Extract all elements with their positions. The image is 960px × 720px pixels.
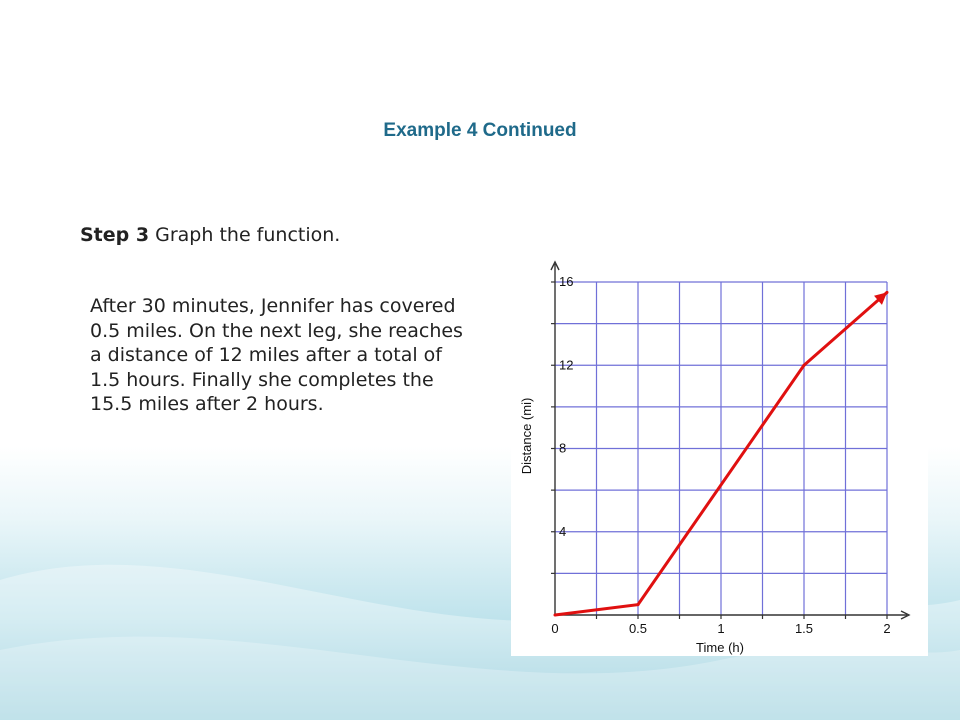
slide-title: Example 4 Continued [383,120,577,141]
y-axis-label: Distance (mi) [519,397,534,475]
y-tick-label: 8 [559,440,567,456]
step-heading [80,224,340,246]
y-tick-label: 12 [559,357,574,373]
step-text: Graph the function. [149,224,341,246]
data-point [554,614,557,617]
data-point [803,364,806,367]
step-label: Step 3 [80,224,150,246]
x-tick-label: 0 [551,621,559,636]
y-tick-label: 4 [559,523,567,539]
x-tick-label: 2 [883,621,891,636]
distance-time-chart [511,240,928,656]
chart-container [511,240,928,656]
x-tick-label: 1.5 [794,621,814,636]
data-point [637,603,640,606]
y-tick-label: 16 [559,274,574,289]
x-tick-label: 0.5 [628,621,648,636]
explanation-paragraph: After 30 minutes, Jennifer has covered 0.5 miles. On the next leg, she reaches a distance of 12 miles after a total of 1.5 hours. Finally she completes the 15.5 miles after 2 hours. [90,295,463,415]
x-tick-label: 1 [717,621,725,636]
x-axis-label: Time (h) [696,640,744,655]
